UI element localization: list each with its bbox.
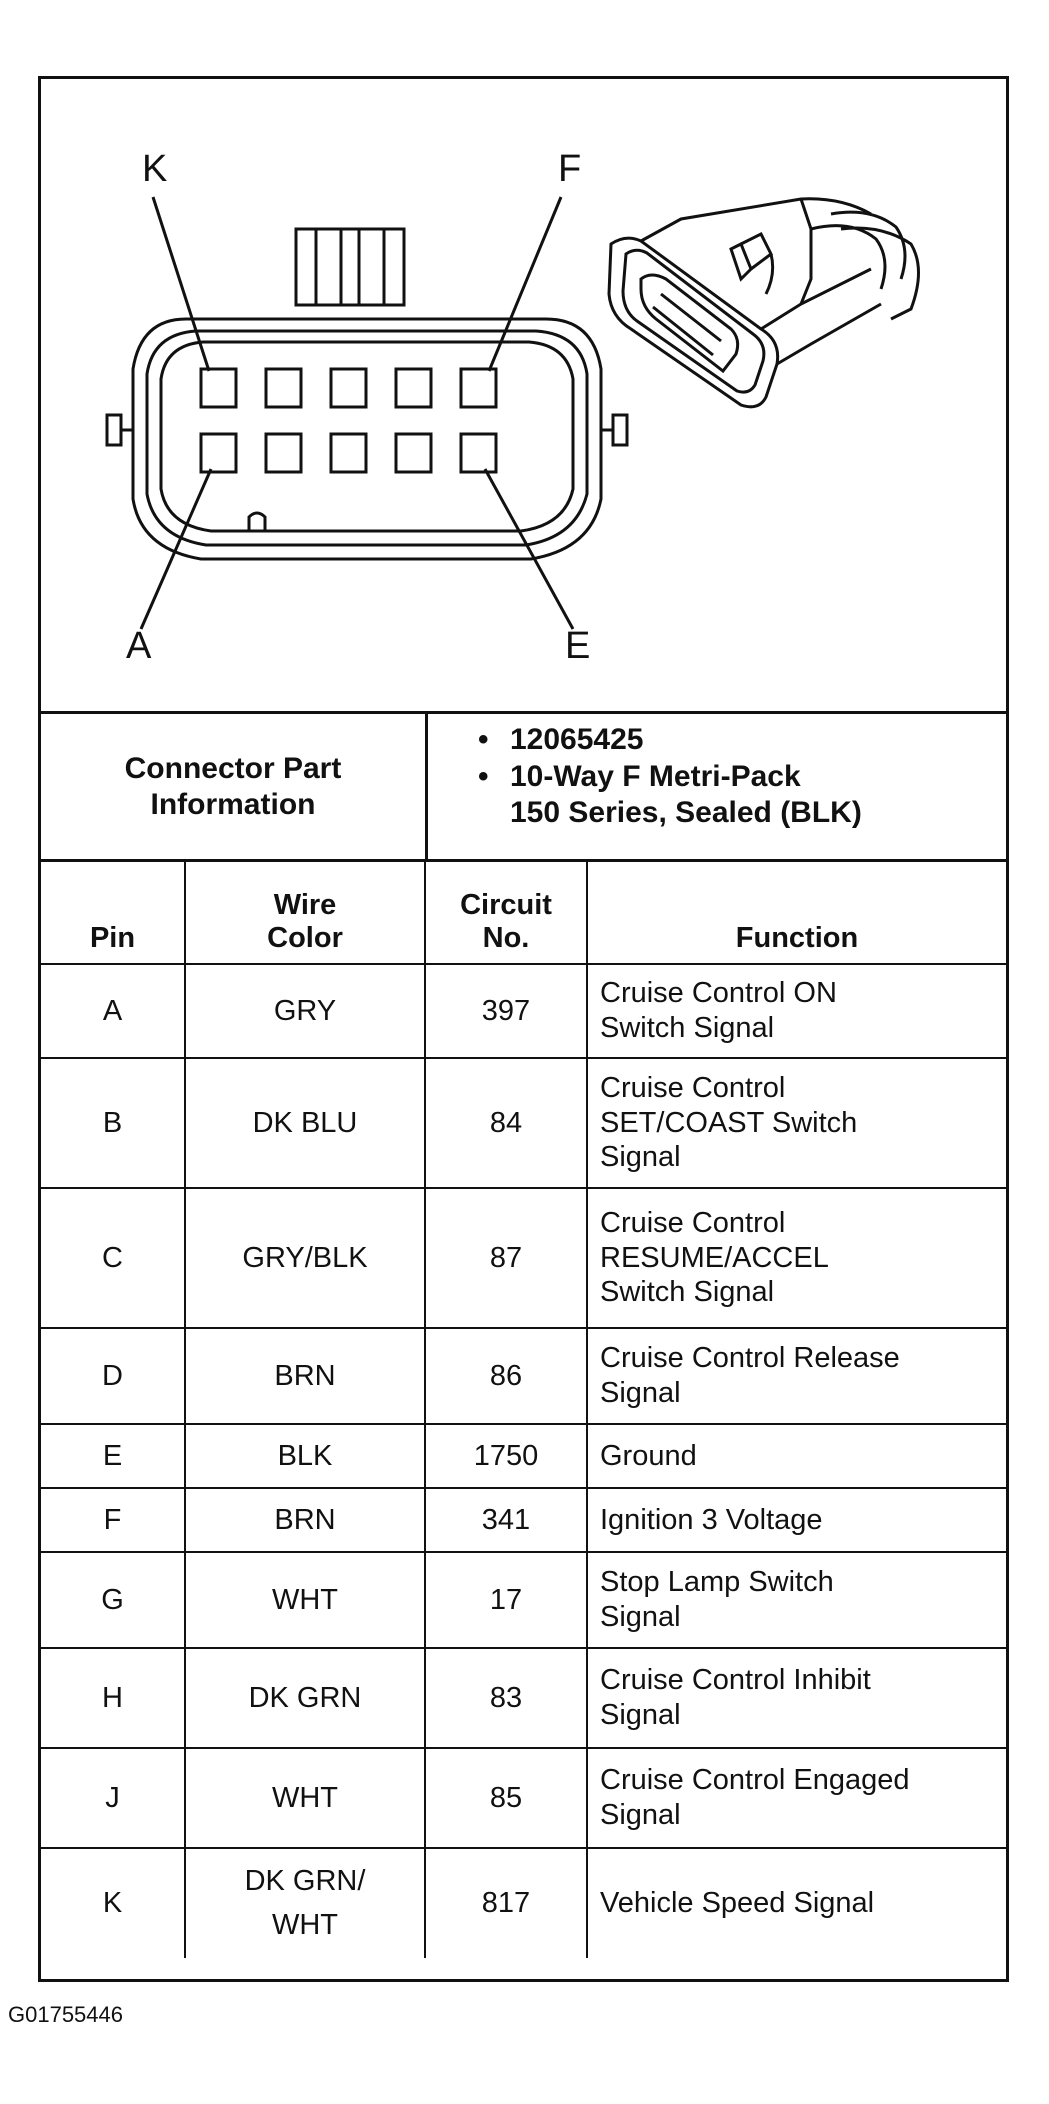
circuit-cell: 817: [425, 1848, 587, 1958]
wire-color-cell: WHT: [185, 1552, 425, 1648]
connector-3d-illustration: [609, 199, 919, 407]
table-row: [41, 964, 1006, 1058]
part-number: 12065425: [510, 723, 644, 756]
connector-figure: [38, 76, 1009, 1982]
table-row: [41, 1552, 1006, 1648]
connector-diagram: [41, 79, 1006, 714]
table-row: [41, 1058, 1006, 1188]
wire-color-cell: DK GRN: [185, 1648, 425, 1748]
table-row: [41, 1748, 1006, 1848]
pin-cell: B: [41, 1058, 185, 1188]
wire-color-cell: BRN: [185, 1328, 425, 1424]
pin-cell: G: [41, 1552, 185, 1648]
pin-cell: E: [41, 1424, 185, 1488]
connector-part-info: [41, 714, 1006, 862]
wire-color-cell: BLK: [185, 1424, 425, 1488]
cavity-d: [396, 434, 431, 472]
cavity-b: [266, 434, 301, 472]
header-wire-color: Wire Color: [185, 860, 425, 964]
wire-color-cell: GRY/BLK: [185, 1188, 425, 1328]
cavity-a: [201, 434, 236, 472]
circuit-cell: 84: [425, 1058, 587, 1188]
wire-color-cell: GRY: [185, 964, 425, 1058]
list-item: • 12065425: [478, 722, 1003, 759]
pin-label-a: A: [126, 625, 152, 667]
function-cell: Cruise Control Engaged Signal: [587, 1748, 1006, 1848]
circuit-cell: 86: [425, 1328, 587, 1424]
pin-cell: H: [41, 1648, 185, 1748]
function-cell: Ground: [587, 1424, 1006, 1488]
table-row: [41, 1648, 1006, 1748]
pin-table: [41, 859, 1006, 1958]
circuit-cell: 341: [425, 1488, 587, 1552]
cavity-k: [201, 369, 236, 407]
function-cell: Cruise Control SET/COAST Switch Signal: [587, 1058, 1006, 1188]
wire-color-cell: DK GRN/ WHT: [185, 1848, 425, 1958]
table-row: [41, 1488, 1006, 1552]
pin-cell: A: [41, 964, 185, 1058]
function-cell: Stop Lamp Switch Signal: [587, 1552, 1006, 1648]
leader-line-a: [141, 469, 211, 629]
pin-cell: D: [41, 1328, 185, 1424]
table-row: [41, 1188, 1006, 1328]
leader-line-f: [489, 197, 561, 371]
pin-cell: F: [41, 1488, 185, 1552]
connector-info-list: [428, 722, 1003, 832]
connector-info-label-line2: Information: [150, 787, 316, 821]
cavity-h: [331, 369, 366, 407]
table-row: [41, 1424, 1006, 1488]
circuit-cell: 17: [425, 1552, 587, 1648]
function-cell: Cruise Control RESUME/ACCEL Switch Signal: [587, 1188, 1006, 1328]
pin-cell: K: [41, 1848, 185, 1958]
wire-color-cell: BRN: [185, 1488, 425, 1552]
pin-label-e: E: [565, 625, 591, 667]
wire-color-cell: DK BLU: [185, 1058, 425, 1188]
cavity-e: [461, 434, 496, 472]
pin-label-f: F: [558, 148, 582, 190]
cavity-j: [266, 369, 301, 407]
connector-type: 10-Way F Metri-Pack: [510, 759, 801, 793]
leader-line-e: [485, 469, 573, 629]
cavity-f: [461, 369, 496, 407]
connector-info-label-line1: Connector Part: [124, 751, 342, 785]
function-cell: Cruise Control ON Switch Signal: [587, 964, 1006, 1058]
header-circuit-no: Circuit No.: [425, 860, 587, 964]
wire-color-cell: WHT: [185, 1748, 425, 1848]
circuit-cell: 1750: [425, 1424, 587, 1488]
function-cell: Cruise Control Inhibit Signal: [587, 1648, 1006, 1748]
connector-series: 150 Series, Sealed (BLK): [510, 796, 862, 830]
pin-cell: C: [41, 1188, 185, 1328]
table-row: [41, 1328, 1006, 1424]
table-header-row: [41, 860, 1006, 964]
function-cell: Cruise Control Release Signal: [587, 1328, 1006, 1424]
cavity-c: [331, 434, 366, 472]
header-pin: Pin: [41, 860, 185, 964]
figure-id: G01755446: [8, 2002, 123, 2027]
function-cell: Vehicle Speed Signal: [587, 1848, 1006, 1958]
cavity-g: [396, 369, 431, 407]
header-function: Function: [587, 860, 1006, 964]
connector-face-drawing: [41, 79, 1006, 711]
list-item: [478, 795, 1003, 832]
circuit-cell: 83: [425, 1648, 587, 1748]
connector-info-label: [41, 714, 428, 859]
latch-tab: [296, 229, 404, 305]
function-cell: Ignition 3 Voltage: [587, 1488, 1006, 1552]
table-row: [41, 1848, 1006, 1958]
pin-cell: J: [41, 1748, 185, 1848]
circuit-cell: 87: [425, 1188, 587, 1328]
circuit-cell: 397: [425, 964, 587, 1058]
circuit-cell: 85: [425, 1748, 587, 1848]
list-item: • 10-Way F Metri-Pack: [478, 759, 1003, 796]
pin-label-k: K: [142, 148, 168, 190]
